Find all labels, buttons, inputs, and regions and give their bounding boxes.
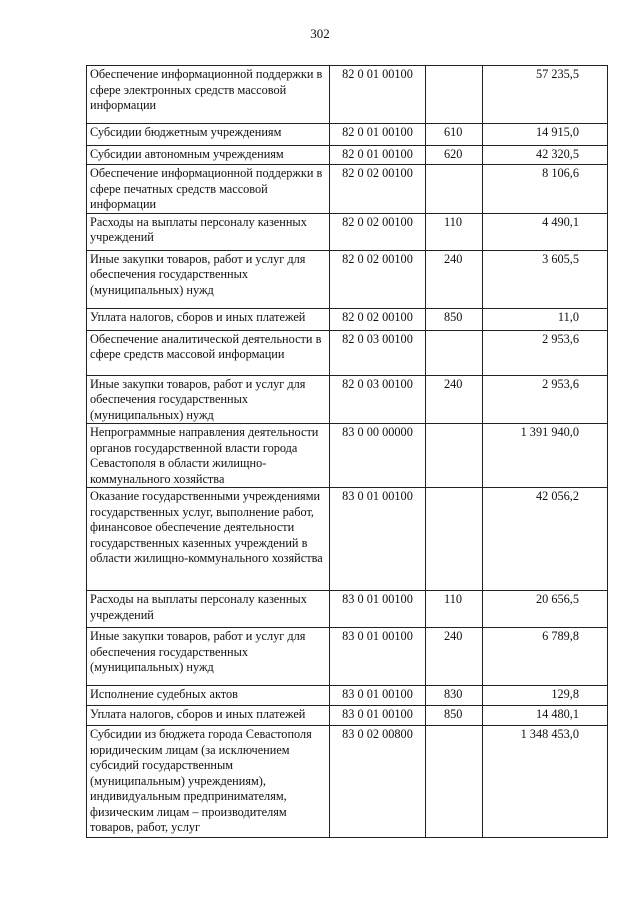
row-type: 620 — [426, 146, 483, 165]
row-code: 82 0 02 00100 — [330, 213, 426, 250]
table-row — [87, 591, 608, 628]
row-type: 240 — [426, 628, 483, 686]
row-type: 240 — [426, 250, 483, 308]
row-name: Иные закупки товаров, работ и услуг для обеспечения государственных (муниципальных) нужд — [87, 250, 330, 308]
row-type: 110 — [426, 591, 483, 628]
row-name: Уплата налогов, сборов и иных платежей — [87, 308, 330, 330]
row-code: 82 0 02 00100 — [330, 250, 426, 308]
row-type — [426, 330, 483, 375]
row-name: Обеспечение информационной поддержки в сфере печатных средств массовой информации — [87, 165, 330, 214]
row-code: 83 0 01 00100 — [330, 628, 426, 686]
table-row — [87, 165, 608, 214]
row-code: 82 0 01 00100 — [330, 124, 426, 146]
table-row — [87, 213, 608, 250]
row-name: Непрограммные направления деятельности органов государственной власти города Севастополя в области жилищно-коммунального хозяйства — [87, 424, 330, 488]
row-sum: 20 656,5 — [483, 591, 608, 628]
row-type — [426, 66, 483, 124]
row-sum: 8 106,6 — [483, 165, 608, 214]
row-sum: 1 391 940,0 — [483, 424, 608, 488]
row-name: Иные закупки товаров, работ и услуг для обеспечения государственных (муниципальных) нужд — [87, 628, 330, 686]
table-row — [87, 330, 608, 375]
row-sum: 1 348 453,0 — [483, 726, 608, 838]
row-name: Субсидии бюджетным учреждениям — [87, 124, 330, 146]
row-type: 830 — [426, 686, 483, 706]
row-type: 610 — [426, 124, 483, 146]
table-row — [87, 146, 608, 165]
row-type: 110 — [426, 213, 483, 250]
row-sum: 4 490,1 — [483, 213, 608, 250]
row-type — [426, 424, 483, 488]
row-code: 83 0 01 00100 — [330, 488, 426, 591]
row-sum: 129,8 — [483, 686, 608, 706]
table-row — [87, 628, 608, 686]
row-name: Уплата налогов, сборов и иных платежей — [87, 706, 330, 726]
row-sum: 57 235,5 — [483, 66, 608, 124]
budget-table — [86, 65, 608, 838]
table-row — [87, 424, 608, 488]
row-code: 83 0 02 00800 — [330, 726, 426, 838]
row-sum: 11,0 — [483, 308, 608, 330]
row-code: 82 0 03 00100 — [330, 375, 426, 424]
row-type — [426, 726, 483, 838]
row-name: Расходы на выплаты персоналу казенных учреждений — [87, 591, 330, 628]
row-code: 83 0 01 00100 — [330, 591, 426, 628]
row-type: 850 — [426, 308, 483, 330]
row-name: Расходы на выплаты персоналу казенных учреждений — [87, 213, 330, 250]
row-code: 82 0 02 00100 — [330, 308, 426, 330]
table-row — [87, 488, 608, 591]
table-row — [87, 706, 608, 726]
row-code: 83 0 01 00100 — [330, 686, 426, 706]
row-type — [426, 165, 483, 214]
row-type: 240 — [426, 375, 483, 424]
table-row — [87, 250, 608, 308]
row-code: 82 0 01 00100 — [330, 146, 426, 165]
row-name: Исполнение судебных актов — [87, 686, 330, 706]
row-code: 82 0 01 00100 — [330, 66, 426, 124]
row-sum: 42 056,2 — [483, 488, 608, 591]
row-name: Оказание государственными учреждениями государственных услуг, выполнение работ, финансовое обеспечение деятельности государственных казенных учреждений в области жилищно-коммунального хозяйства — [87, 488, 330, 591]
row-code: 82 0 02 00100 — [330, 165, 426, 214]
table-row — [87, 124, 608, 146]
row-sum: 2 953,6 — [483, 375, 608, 424]
row-code: 82 0 03 00100 — [330, 330, 426, 375]
row-name: Субсидии автономным учреждениям — [87, 146, 330, 165]
row-sum: 2 953,6 — [483, 330, 608, 375]
row-code: 83 0 01 00100 — [330, 706, 426, 726]
table-row — [87, 375, 608, 424]
row-sum: 42 320,5 — [483, 146, 608, 165]
row-sum: 14 915,0 — [483, 124, 608, 146]
row-sum: 3 605,5 — [483, 250, 608, 308]
table-row — [87, 308, 608, 330]
page-number: 302 — [310, 26, 330, 41]
row-code: 83 0 00 00000 — [330, 424, 426, 488]
row-name: Обеспечение аналитической деятельности в сфере средств массовой информации — [87, 330, 330, 375]
row-name: Иные закупки товаров, работ и услуг для обеспечения государственных (муниципальных) нужд — [87, 375, 330, 424]
row-sum: 6 789,8 — [483, 628, 608, 686]
table-row — [87, 686, 608, 706]
row-name: Обеспечение информационной поддержки в сфере электронных средств массовой информации — [87, 66, 330, 124]
row-type — [426, 488, 483, 591]
table-row — [87, 726, 608, 838]
table-row — [87, 66, 608, 124]
row-sum: 14 480,1 — [483, 706, 608, 726]
row-type: 850 — [426, 706, 483, 726]
row-name: Субсидии из бюджета города Севастополя юридическим лицам (за исключением субсидий государственным (муниципальным) учреждениям), индивидуальным предпринимателям, физическим лицам – производителям товаров, работ, услуг — [87, 726, 330, 838]
